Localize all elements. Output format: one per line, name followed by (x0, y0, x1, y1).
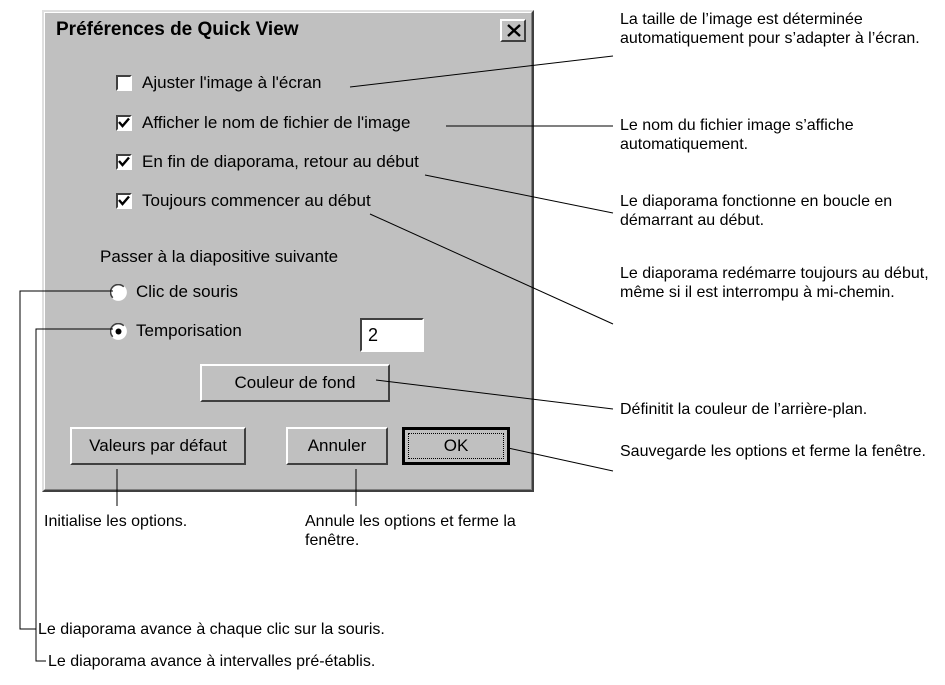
annotation-mouse-click: Le diaporama avance à chaque clic sur la souris. (38, 621, 385, 638)
annotation-loop: Le diaporama fonctionne en boucle en démarrant au début. (620, 193, 893, 229)
annotation-timer: Le diaporama avance à intervalles pré-établis. (48, 653, 376, 670)
annotation-fit-image: La taille de l’image est déterminée automatiquement pour s’adapter à l’écran. (620, 11, 920, 47)
dialog-title: Préférences de Quick View (56, 19, 299, 40)
advance-group-label: Passer à la diapositive suivante (100, 247, 339, 266)
cancel-button[interactable]: Annuler (286, 427, 388, 465)
annotation-ok: Sauvegarde les options et ferme la fenêtre. (620, 443, 926, 460)
defaults-button[interactable]: Valeurs par défaut (70, 427, 246, 465)
annotation-always-start: Le diaporama redémarre toujours au début, même si il est interrompu à mi-chemin. (620, 265, 929, 301)
annotation-bg-color: Définitit la couleur de l’arrière-plan. (620, 401, 868, 418)
ok-button[interactable]: OK (402, 427, 510, 465)
annotation-cancel: Annule les options et ferme la fenêtre. (305, 513, 516, 549)
label-mouse-click: Clic de souris (136, 282, 239, 301)
label-show-name: Afficher le nom de fichier de l'image (142, 113, 411, 132)
annotation-show-name: Le nom du fichier image s’affiche automatiquement. (620, 117, 854, 153)
label-fit-image: Ajuster l'image à l'écran (142, 73, 322, 92)
label-timer: Temporisation (136, 321, 242, 340)
label-loop: En fin de diaporama, retour au début (142, 152, 419, 171)
annotation-defaults: Initialise les options. (44, 513, 188, 530)
label-always-start: Toujours commencer au début (142, 191, 371, 210)
background-color-button[interactable]: Couleur de fond (200, 364, 390, 402)
